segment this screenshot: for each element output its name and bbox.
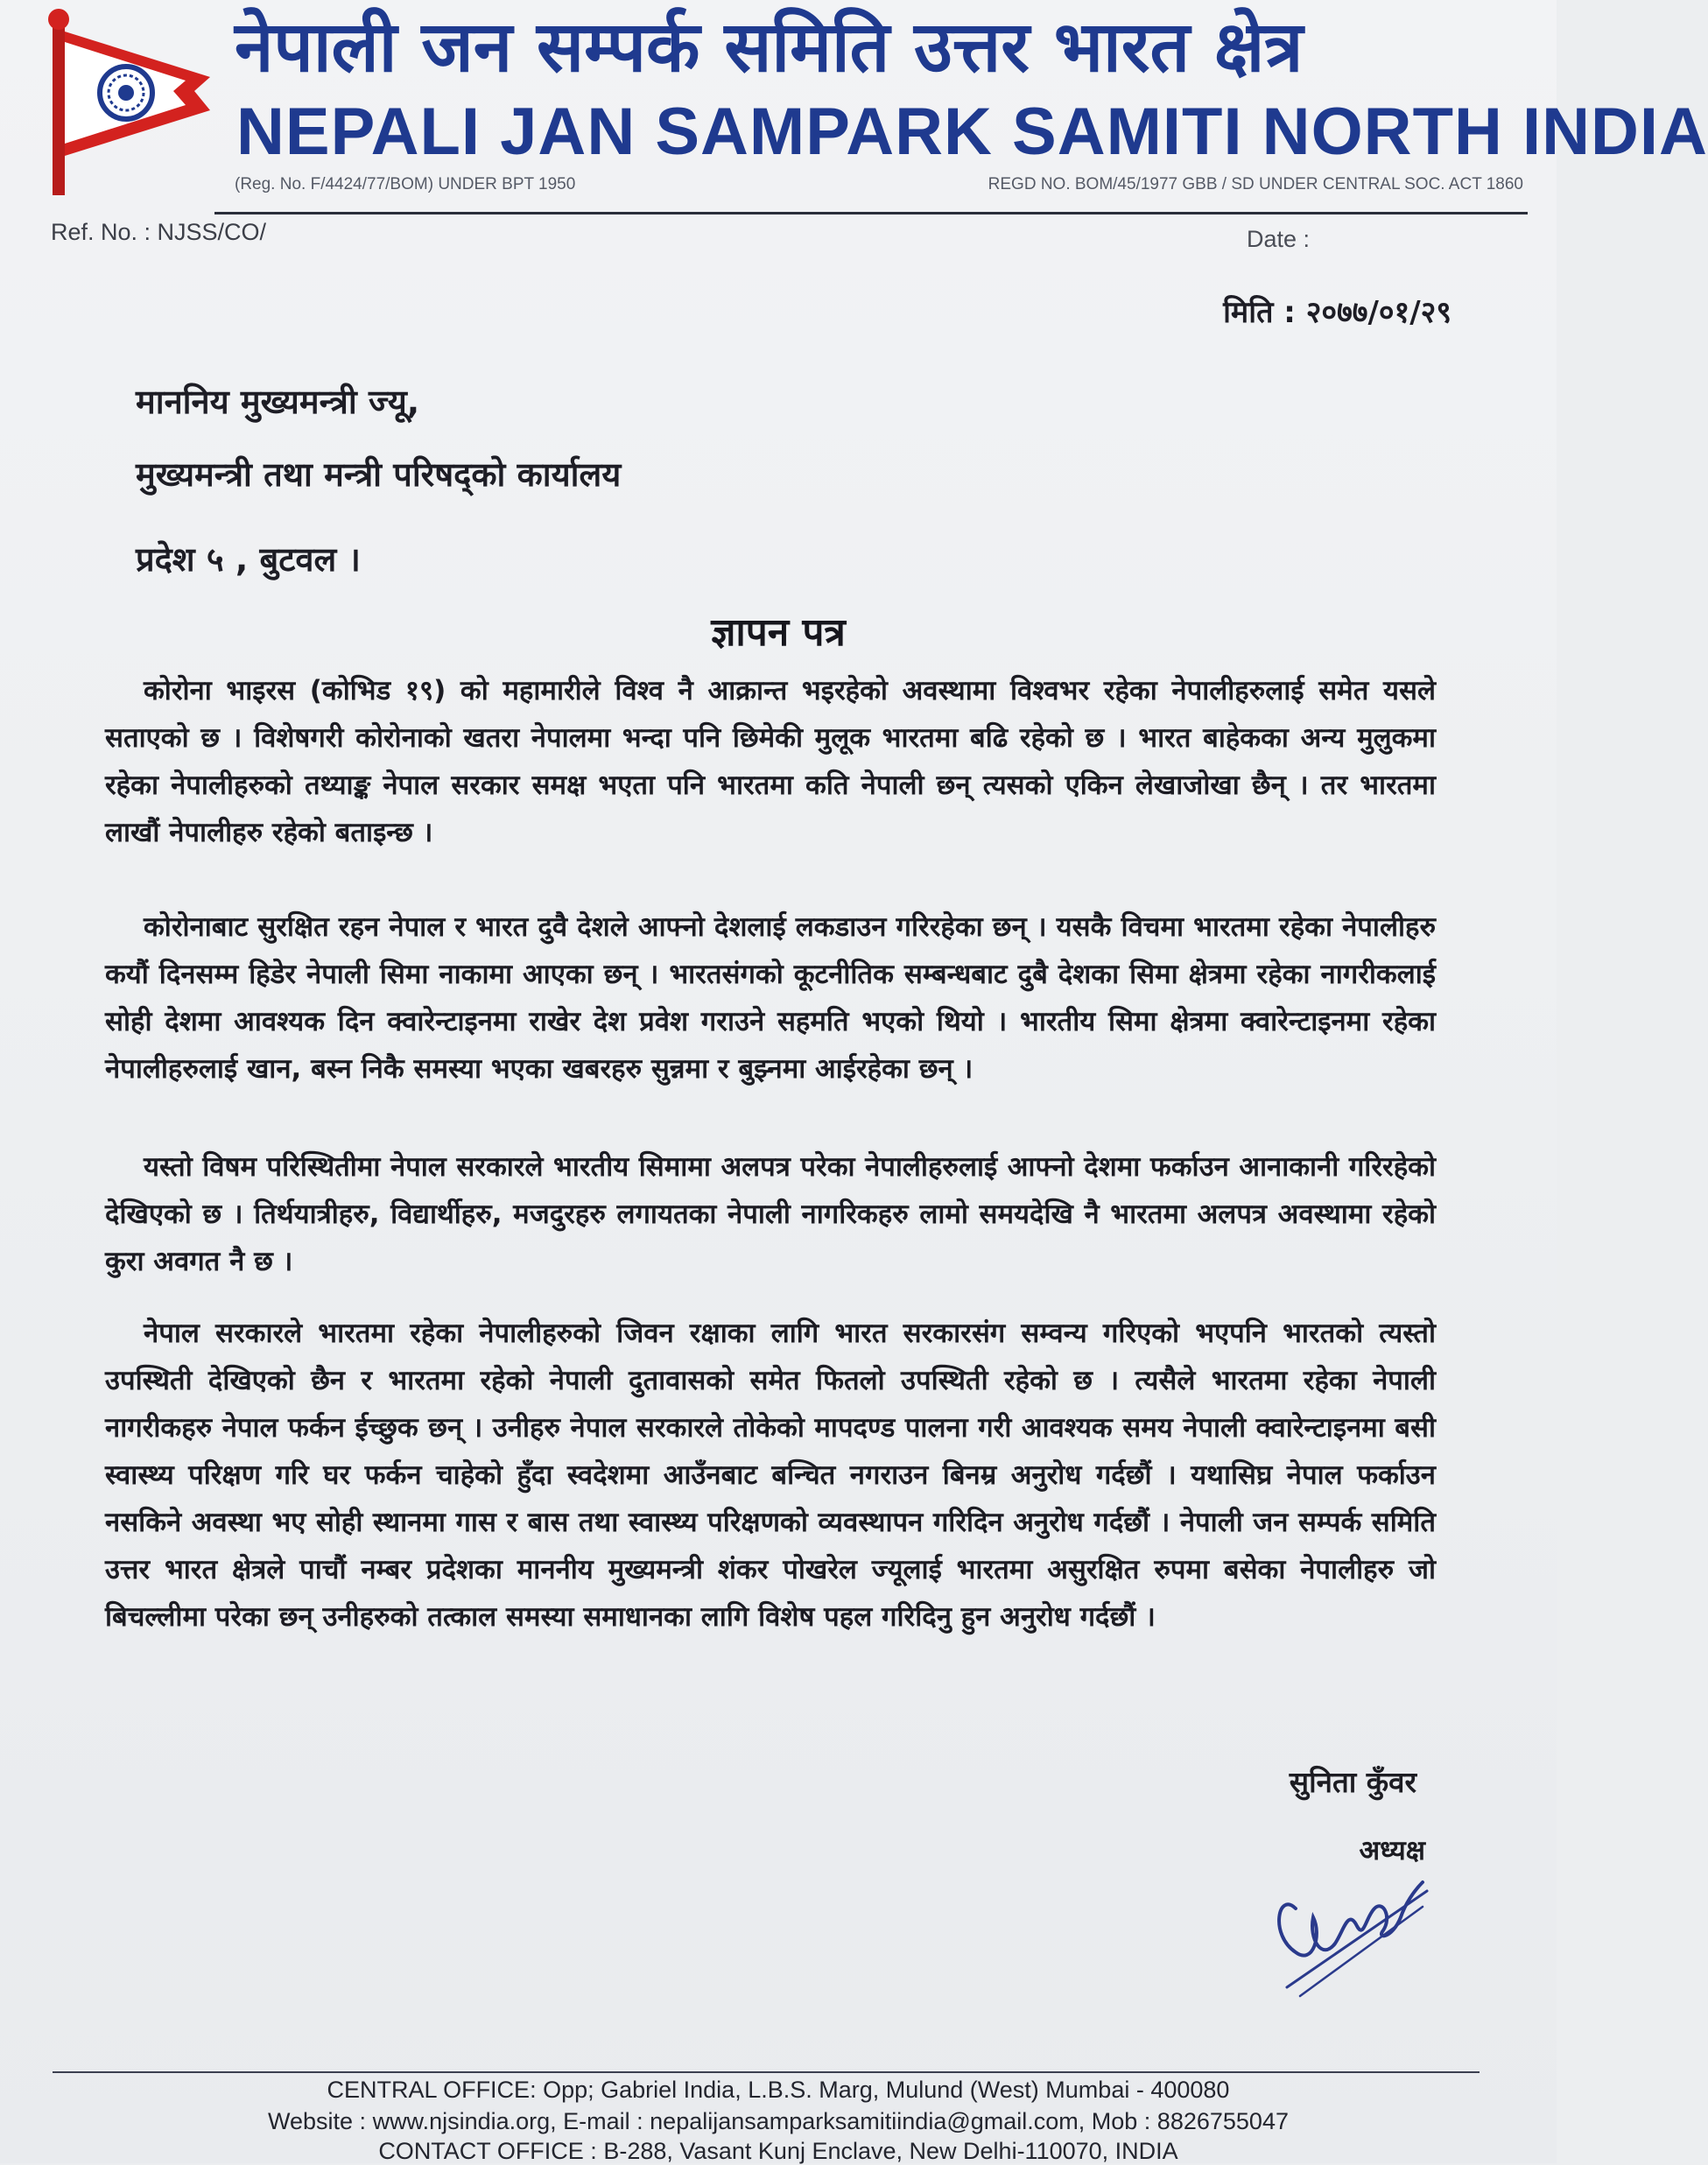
address-line-3: प्रदेश ५ , बुटवल ।: [136, 540, 361, 579]
signatory-name: सुनिता कुँवर: [1289, 1765, 1416, 1799]
date-label: Date :: [1247, 226, 1311, 252]
address-line-1: माननिय मुख्यमन्त्री ज्यू,: [136, 383, 420, 421]
footer-contact-office: CONTACT OFFICE : B-288, Vasant Kunj Enclave, New Delhi-110070, INDIA: [378, 2138, 1178, 2164]
organization-name-english: NEPALI JAN SAMPARK SAMITI NORTH INDIA: [236, 95, 1708, 169]
signatory-role: अध्यक्ष: [1359, 1835, 1425, 1866]
registration-left: (Reg. No. F/4424/77/BOM) UNDER BPT 1950: [235, 175, 576, 193]
registration-right: REGD NO. BOM/45/1977 GBB / SD UNDER CENTRAL SOC. ACT 1860: [988, 175, 1523, 193]
header-divider: [214, 212, 1528, 214]
footer-contact-info: Website : www.njsindia.org, E-mail : nepalijansamparksamitiindia@gmail.com, Mob : 8826755047: [268, 2108, 1289, 2134]
footer-divider: [53, 2071, 1480, 2073]
footer-central-office: CENTRAL OFFICE: Opp; Gabriel India, L.B.S. Marg, Mulund (West) Mumbai - 400080: [327, 2077, 1230, 2103]
flag-with-seal-icon: [46, 7, 221, 195]
paragraph-2: कोरोनाबाट सुरक्षित रहन नेपाल र भारत दुवै देशले आफ्नो देशलाई लकडाउन गरिरहेका छन् । यसकै विचमा भारतमा रहेका नेपालीहरु कयौं दिनसम्म हिडेर नेपाली सिमा नाकामा आएका छन् । भारतसंगको कूटनीतिक सम्बन्धबाट दुबै देशका सिमा क्षेत्रमा रहेका नागरीकलाई सोही देशमा आवश्यक दिन क्वारेन्टाइनमा राखेर देश प्रवेश गराउने सहमति भएको थियो । भारतीय सिमा क्षेत्रमा क्वारेन्टाइनमा रहेका नेपालीहरुलाई खान, बस्न निकै समस्या भएका खबरहरु सुन्नमा र बुझ्नमा आईरहेका छन् ।: [105, 911, 1436, 1085]
letter-date: मिति : २०७७/०१/२९: [1223, 295, 1451, 330]
paragraph-3: यस्तो विषम परिस्थितीमा नेपाल सरकारले भारतीय सिमामा अलपत्र परेका नेपालीहरुलाई आफ्नो देशमा फर्काउन आनाकानी गरिरहेको देखिएको छ । तिर्थयात्रीहरु, विद्यार्थीहरु, मजदुरहरु लगायतका नेपाली नागरिकहरु लामो समयदेखि नै भारतमा अलपत्र अवस्थामा रहेको कुरा अवगत नै छ ।: [105, 1151, 1436, 1277]
subject-heading: ज्ञापन पत्र: [711, 610, 846, 655]
address-line-2: मुख्यमन्त्री तथा मन्त्री परिषद्को कार्यालय: [136, 455, 622, 494]
paragraph-1: कोरोना भाइरस (कोभिड १९) को महामारीले विश्व नै आक्रान्त भइरहेको अवस्थामा विश्वभर रहेका नेपालीहरुलाई समेत यसले सताएको छ । विशेषगरी कोरोनाको खतरा नेपालमा भन्दा पनि छिमेकी मुलूक भारतमा बढि रहेको छ । भारत बाहेकका अन्य मुलुकमा रहेका नेपालीहरुको तथ्याङ्क नेपाल सरकार समक्ष भएता पनि भारतमा कति नेपाली छन् त्यसको एकिन लेखाजोखा छैन् । तर भारतमा लाखौं नेपालीहरु रहेको बताइन्छ ।: [105, 675, 1436, 848]
organization-name-nepali: नेपाली जन सम्पर्क समिति उत्तर भारत क्षेत्र: [235, 6, 1304, 88]
handwritten-signature-icon: [1261, 1856, 1436, 2014]
paragraph-4: नेपाल सरकारले भारतमा रहेका नेपालीहरुको जिवन रक्षाका लागि भारत सरकारसंग सम्वन्य गरिएको भएपनि भारतको त्यस्तो उपस्थिती देखिएको छैन र भारतमा रहेको नेपाली दुतावासको समेत फितलो उपस्थिती रहेको छ । त्यसैले भारतमा रहेका नेपाली नागरीकहरु नेपाल फर्कन ईच्छुक छन् । उनीहरु नेपाल सरकारले तोकेको मापदण्ड पालना गरी आवश्यक समय नेपाली क्वारेन्टाइनमा बसी स्वास्थ्य परिक्षण गरि घर फर्कन चाहेको हुँदा स्वदेशमा आउँनबाट बन्चित नगराउन बिनम्र अनुरोध गर्दछौं । यथासिघ्र नेपाल फर्काउन नसकिने अवस्था भए सोही स्थानमा गास र बास तथा स्वास्थ्य परिक्षणको व्यवस्थापन गरिदिन अनुरोध गर्दछौं । नेपाली जन सम्पर्क समिति उत्तर भारत क्षेत्रले पाचौं नम्बर प्रदेशका माननीय मुख्यमन्त्री शंकर पोखरेल ज्यूलाई भारतमा असुरक्षित रुपमा बसेका नेपालीहरु जो बिचल्लीमा परेका छन् उनीहरुको तत्काल समस्या समाधानका लागि विशेष पहल गरिदिनु हुन अनुरोध गर्दछौं ।: [105, 1318, 1436, 1633]
reference-number: Ref. No. : NJSS/CO/: [51, 219, 267, 245]
